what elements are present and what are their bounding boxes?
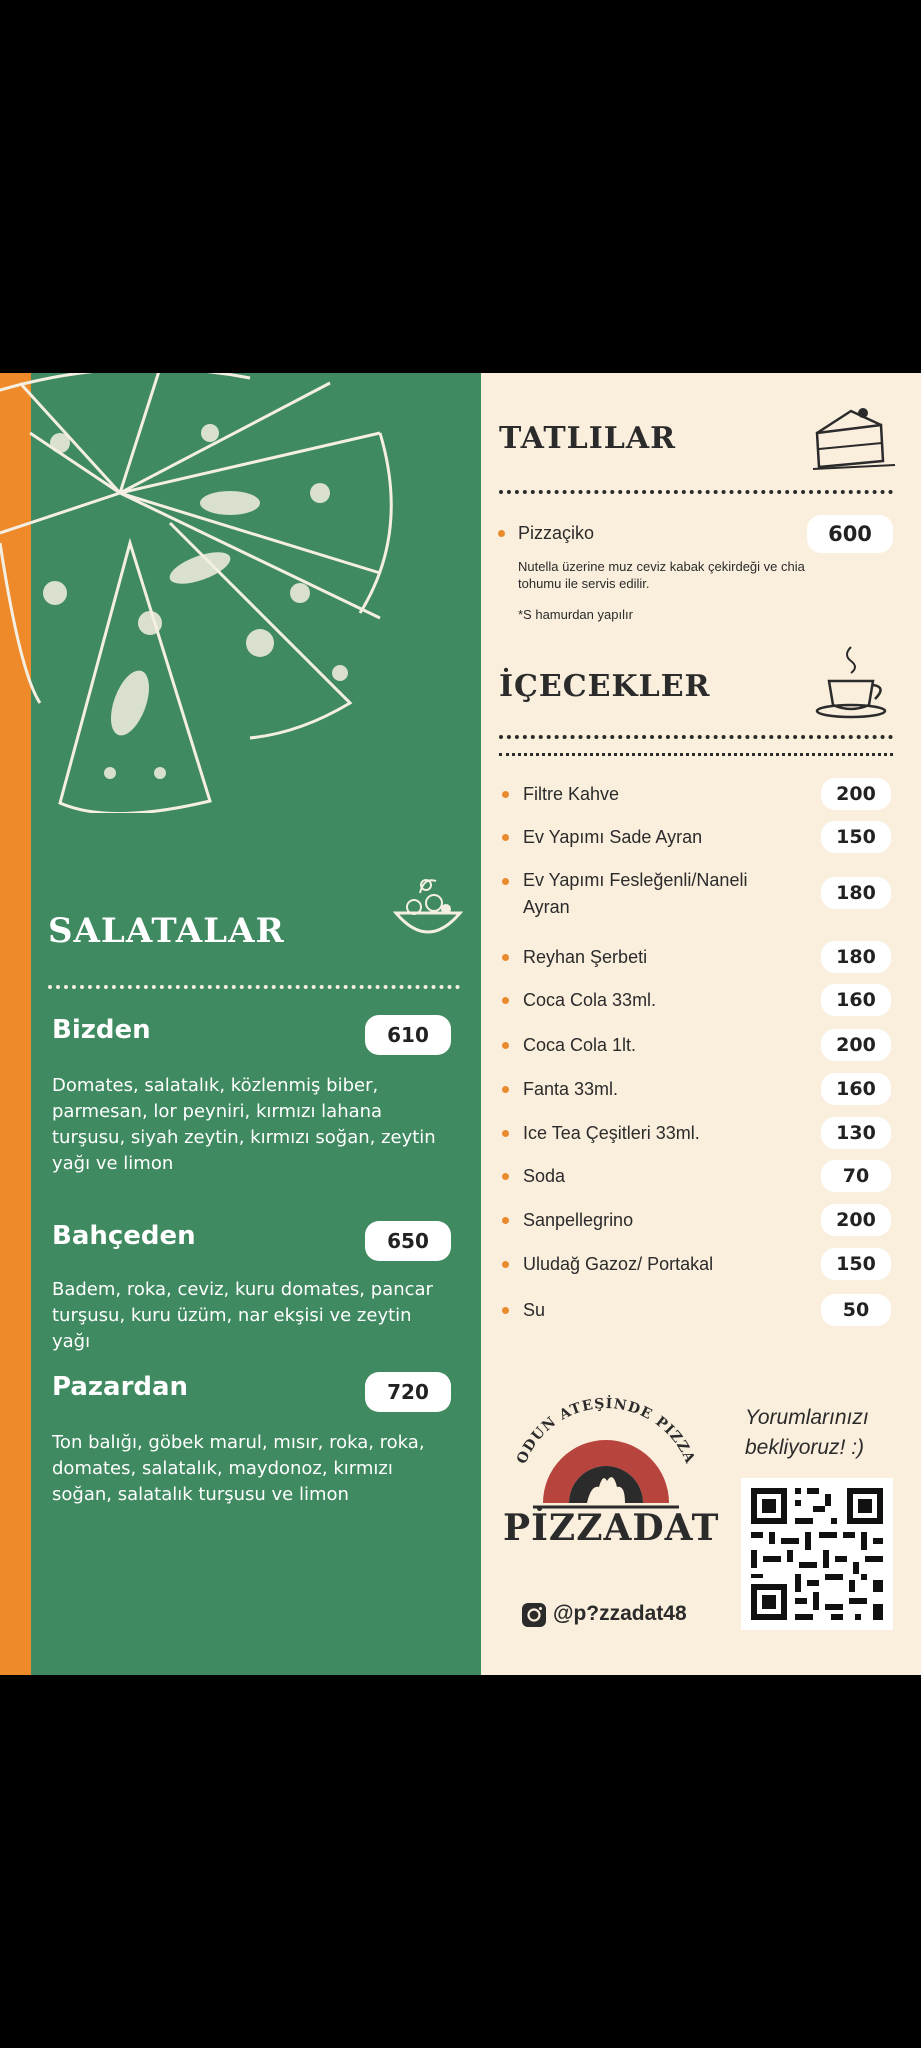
desserts-title: TATLILAR <box>499 421 677 456</box>
drink-price: 160 <box>821 984 891 1016</box>
drink-price: 180 <box>821 877 891 909</box>
bullet <box>502 954 509 961</box>
bullet <box>502 878 509 885</box>
review-prompt: Yorumlarınızı bekliyoruz! :) <box>745 1406 869 1459</box>
drink-price: 150 <box>821 1248 891 1280</box>
coffee-cup-icon <box>813 641 893 721</box>
desserts-drinks-panel <box>481 373 921 1675</box>
bullet <box>502 791 509 798</box>
bullet <box>502 834 509 841</box>
desserts-divider <box>499 490 893 494</box>
salad-price-bizden: 610 <box>365 1015 451 1055</box>
salads-title: SALATALAR <box>48 911 285 951</box>
bullet <box>502 1173 509 1180</box>
salads-panel <box>0 373 481 1675</box>
salad-price-pazardan: 720 <box>365 1372 451 1412</box>
salad-price-bahceden: 650 <box>365 1221 451 1261</box>
drink-name: Ev Yapımı Fesleğenli/Naneli Ayran <box>523 870 748 917</box>
salad-name-bahceden: Bahçeden <box>52 1221 196 1251</box>
salad-desc-bizden: Domates, salatalık, közlenmiş biber, parmesan, lor peyniri, kırmızı lahana turşusu, siyah zeytin, kırmızı soğan, zeytin yağı ve limon <box>52 1075 436 1174</box>
dessert-note: *S hamurdan yapılır <box>518 607 633 622</box>
salad-desc-bahceden: Badem, roka, ceviz, kuru domates, pancar turşusu, kuru üzüm, nar ekşisi ve zeytin yağı <box>52 1279 433 1352</box>
cake-slice-icon <box>811 403 897 473</box>
drink-price: 50 <box>821 1294 891 1326</box>
bullet <box>498 530 505 537</box>
pizzadat-logo <box>503 1395 720 1571</box>
drink-price: 150 <box>821 821 891 853</box>
bullet <box>502 1130 509 1137</box>
oven-flame-icon <box>503 1415 709 1515</box>
drink-price: 200 <box>821 778 891 810</box>
salad-name-pazardan: Pazardan <box>52 1372 189 1402</box>
drink-name: Uludağ Gazoz/ Portakal <box>523 1254 714 1274</box>
drink-price: 130 <box>821 1117 891 1149</box>
drink-name: Sanpellegrino <box>523 1210 634 1230</box>
salad-bowl-icon <box>390 871 466 947</box>
instagram-icon[interactable] <box>521 1602 547 1628</box>
pizza-illustration <box>0 373 481 813</box>
dessert-name: Pizzaçiko <box>518 523 595 543</box>
instagram-handle[interactable]: @p?zzadat48 <box>553 1602 687 1625</box>
drinks-divider-bottom <box>499 753 893 756</box>
drink-name: Soda <box>523 1166 566 1186</box>
drink-price: 200 <box>821 1029 891 1061</box>
drink-name: Fanta 33ml. <box>523 1079 619 1099</box>
bullet <box>502 1307 509 1314</box>
bullet <box>502 997 509 1004</box>
qr-code[interactable] <box>741 1478 893 1630</box>
bullet <box>502 1217 509 1224</box>
drinks-divider-top <box>499 735 893 739</box>
menu-page <box>0 373 921 1675</box>
dessert-price: 600 <box>807 515 893 553</box>
drink-price: 160 <box>821 1073 891 1105</box>
drink-name: Coca Cola 1lt. <box>523 1035 637 1055</box>
salads-divider <box>48 985 460 989</box>
drinks-title: İÇECEKLER <box>499 669 711 704</box>
salad-name-bizden: Bizden <box>52 1015 151 1045</box>
drink-price: 200 <box>821 1204 891 1236</box>
drink-name: Ice Tea Çeşitleri 33ml. <box>523 1123 700 1143</box>
drink-name: Reyhan Şerbeti <box>523 947 648 967</box>
drink-name: Filtre Kahve <box>523 784 620 804</box>
logo-name: PİZZADAT <box>503 1507 720 1549</box>
dessert-desc: Nutella üzerine muz ceviz kabak çekirdeği ve chia tohumu ile servis edilir. <box>518 559 805 591</box>
bullet <box>502 1042 509 1049</box>
salad-desc-pazardan: Ton balığı, göbek marul, mısır, roka, roka, domates, salatalık, maydonoz, kırmızı soğan, salatalık turşusu ve limon <box>52 1432 425 1505</box>
drink-name: Su <box>523 1300 546 1320</box>
drink-name: Ev Yapımı Sade Ayran <box>523 827 703 847</box>
logo-arc-textpath: ODUN ATEŞİNDE PIZZA <box>513 1395 699 1467</box>
drink-name: Coca Cola 33ml. <box>523 990 657 1010</box>
drink-price: 70 <box>821 1160 891 1192</box>
bullet <box>502 1261 509 1268</box>
drink-price: 180 <box>821 941 891 973</box>
bullet <box>502 1086 509 1093</box>
